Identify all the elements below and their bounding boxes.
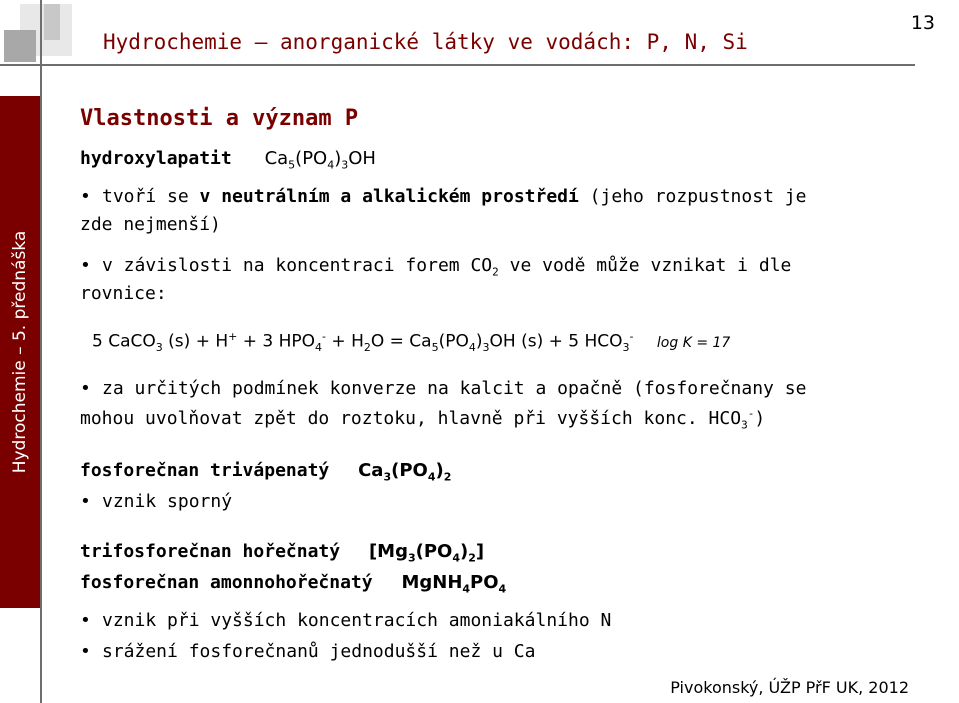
tricalcium-phosphate-label: fosforečnan trivápenatý <box>80 460 330 481</box>
header-rule <box>0 64 915 66</box>
hydroxylapatite-line <box>80 148 376 172</box>
trimagnesium-phosphate-line <box>80 541 484 565</box>
ammonium-phosphate-line <box>80 572 506 596</box>
hydroxylapatite-formula: $Ca_5(PO_4)_3OH$ <box>264 148 376 172</box>
reaction-equation: 5 CaCO$_3$ (s) + H+ + 3 $HPO_4^- + H_2O = Ca_5(PO_4)_3OH$ (s) + 5 $HCO_3^-$ log K = 17 <box>92 330 731 355</box>
trimagnesium-phosphate-label: trifosforečnan hořečnatý <box>80 541 341 562</box>
bullet-dot-icon: • <box>80 255 91 276</box>
bullet-co2-dependence: • v závislosti na koncentraci forem $CO_2$ ve vodě může vznikat i dle <box>80 255 792 279</box>
sidebar-label: Hydrochemie – 5. přednáška <box>10 230 30 474</box>
ammonium-phosphate-formula: $MgNH_4PO_4$ <box>401 572 507 596</box>
trimagnesium-phosphate-formula: $[Mg_3(PO_4)_2]$ <box>368 541 485 565</box>
bullet-disputed-formation: • vznik sporný <box>80 491 233 512</box>
bullet-neutral-alkaline-cont: zde nejmenší) <box>80 214 221 235</box>
corner-square-dark <box>4 30 36 62</box>
bullet-dot-icon: • <box>80 610 91 631</box>
bullet-precipitation: • srážení fosforečnanů jednodušší než u Ca <box>80 641 536 662</box>
bullet-dot-icon: • <box>80 641 91 662</box>
slide-header-title: Hydrochemie – anorganické látky ve vodách: P, N, Si <box>103 30 748 54</box>
hydroxylapatite-label: hydroxylapatit <box>80 148 232 169</box>
bullet-dot-icon: • <box>80 186 91 207</box>
ammonium-phosphate-label: fosforečnan amonnohořečnatý <box>80 572 373 593</box>
bullet-dot-icon: • <box>80 378 91 399</box>
bullet-calcite-conversion: • za určitých podmínek konverze na kalcit a opačně (fosforečnany se <box>80 378 807 399</box>
bullet-dot-icon: • <box>80 491 91 512</box>
corner-square-mid <box>44 4 60 40</box>
footer-credit: Pivokonský, ÚŽP PřF UK, 2012 <box>670 678 909 697</box>
log-k-value: log K = 17 <box>656 334 731 351</box>
tricalcium-phosphate-line <box>80 460 451 484</box>
bullet-ammonia-formation: • vznik při vyšších koncentracích amoniakálního N <box>80 610 612 631</box>
tricalcium-phosphate-formula: $Ca_3(PO_4)_2$ <box>358 460 452 484</box>
slide-heading: Vlastnosti a význam P <box>80 106 359 131</box>
bullet-calcite-conversion-cont: mohou uvolňovat zpět do roztoku, hlavně při vyšších konc. $HCO_3^-$) <box>80 407 766 432</box>
bullet-co2-dependence-cont: rovnice: <box>80 283 167 304</box>
vertical-rule <box>40 0 42 703</box>
bullet-neutral-alkaline: • tvoří se v neutrálním a alkalickém prostředí (jeho rozpustnost je <box>80 186 807 207</box>
page-number: 13 <box>910 12 935 34</box>
